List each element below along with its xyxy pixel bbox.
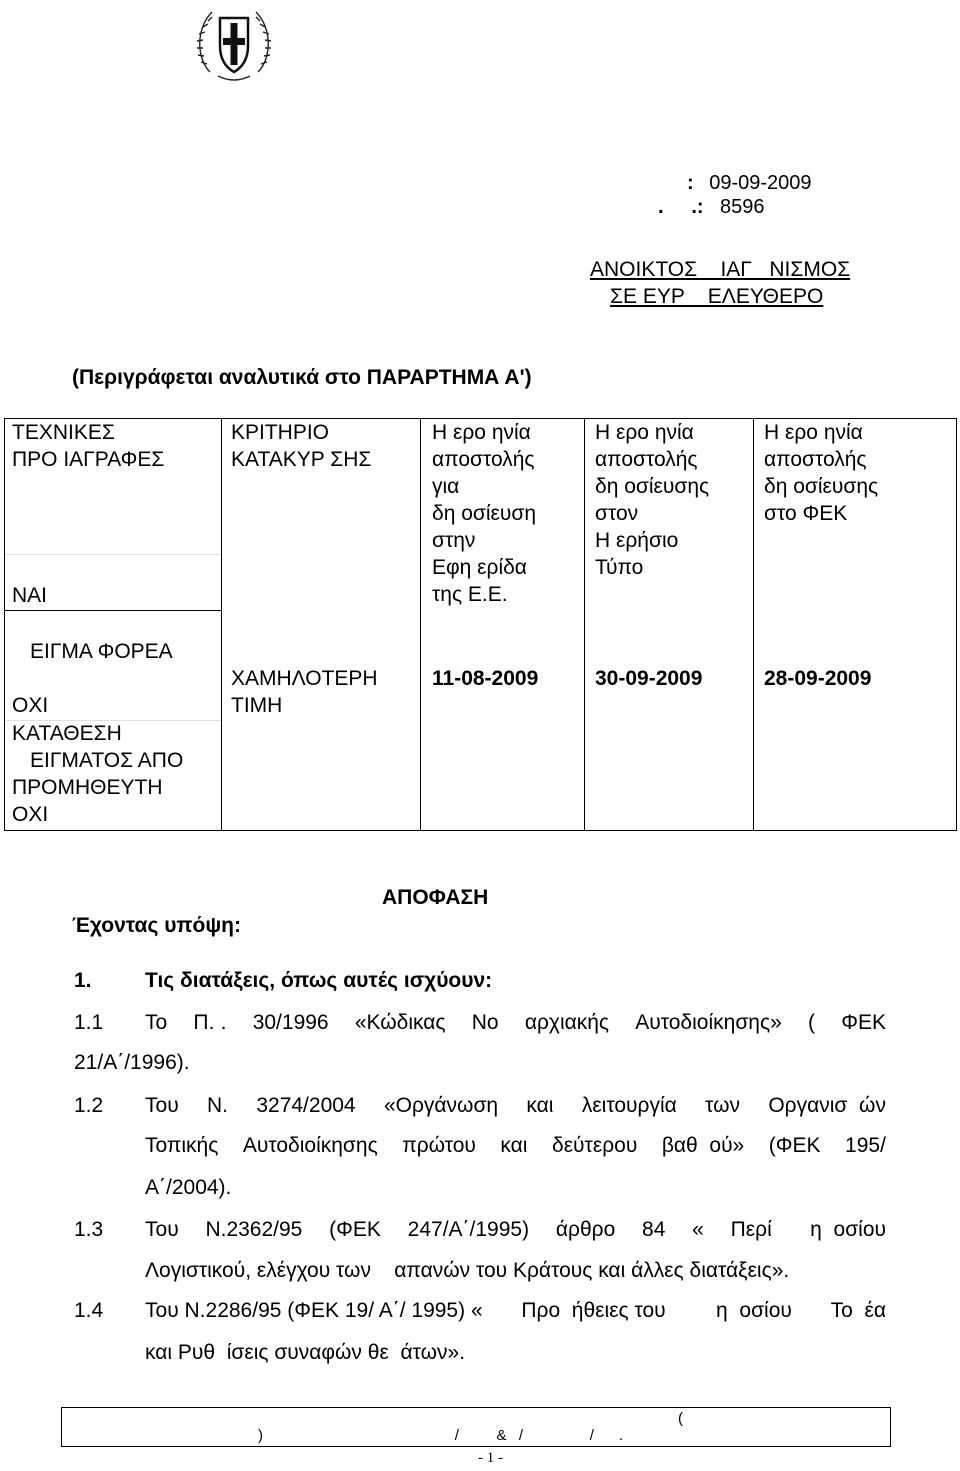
- word: (: [807, 1011, 815, 1034]
- item-1-1-line1: [145, 1011, 886, 1035]
- word: πρώτου: [402, 1134, 476, 1157]
- protocol-value: 8596: [720, 196, 765, 218]
- table-col-divider-4: [753, 418, 754, 831]
- word: Το έα: [830, 1299, 886, 1322]
- word: 30/1996: [252, 1011, 329, 1034]
- greek-coat-of-arms-icon: [192, 2, 276, 86]
- cell-line: Η ερήσιο: [595, 529, 679, 552]
- word: 195/: [845, 1134, 886, 1157]
- cell-line: αποστολής: [595, 448, 698, 471]
- cell-daily-press-date-header: [595, 419, 709, 581]
- decision-heading: ΑΠΟΦΑΣΗ: [382, 886, 489, 909]
- word: η οσίου: [798, 1218, 886, 1241]
- cell-line: ΤΙΜΗ: [231, 694, 283, 717]
- item-1-2-line2: [145, 1134, 886, 1158]
- cell-eu-journal-date: [432, 665, 538, 692]
- cell-line: ΤΕΧΝΙΚΕΣ: [12, 421, 115, 444]
- cell-line: Η ερο ηνία: [764, 421, 863, 444]
- cell-line: ΝΑΙ: [12, 584, 48, 607]
- word: .: [220, 1011, 227, 1034]
- decision-intro: Έχοντας υπόψη:: [72, 914, 241, 937]
- cell-line: ΚΡΙΤΗΡΙΟ: [231, 421, 330, 444]
- word: η οσίου: [704, 1299, 792, 1322]
- cell-line: Η ερο ηνία: [595, 421, 694, 444]
- item-1-3-line1: [145, 1218, 886, 1242]
- word: Του Ν.2286/95 (ΦΕΚ 19/ Α΄/ 1995) «: [145, 1299, 483, 1322]
- cell-daily-press-date: [595, 665, 702, 692]
- table-bottom-border: [220, 830, 957, 831]
- table-right-border: [956, 418, 957, 831]
- table-left-border: [4, 418, 5, 831]
- table-col-divider-1: [221, 418, 222, 831]
- cell-agency-sample: [30, 638, 173, 665]
- cell-line: αποστολής: [432, 448, 535, 471]
- cell-agency-sample-value: [12, 692, 48, 719]
- item-1-4-number: 1.4: [74, 1299, 104, 1322]
- table-col-divider-3: [584, 418, 585, 831]
- word: δεύτερου: [552, 1134, 638, 1157]
- cell-award-criterion-header: [231, 419, 371, 473]
- word: αρχιακής: [524, 1011, 610, 1034]
- cell-line: ΠΡΟ ΙΑΓΡΑΦΕΣ: [12, 448, 165, 471]
- cell-line: ΠΡΟΜΗΘΕΥΤΗ: [12, 776, 163, 799]
- cell-line: ΟΧΙ: [12, 694, 49, 717]
- cell-line: δη οσίευσης: [764, 475, 879, 498]
- footer-line1: (: [678, 1410, 683, 1427]
- word: Ν.: [207, 1094, 229, 1117]
- cell-line: ΧΑΜΗΛΟΤΕΡΗ: [231, 667, 378, 690]
- subtitle: (Περιγράφεται αναλυτικά στο ΠΑΡΑΡΤΗΜΑ Α'): [72, 366, 532, 389]
- cell-supplier-sample: [12, 720, 183, 828]
- cell-line: δη οσίευσης: [595, 475, 710, 498]
- cell-line: ΕΙΓΜΑΤΟΣ ΑΠΟ: [30, 749, 184, 772]
- item-1-3-line2: Λογιστικού, ελέγχου των απανών του Κράτους και άλλες διατάξεις».: [145, 1259, 790, 1282]
- protocol-line: [658, 196, 765, 219]
- cell-line: ΟΧΙ: [12, 803, 49, 826]
- word: Π.: [193, 1011, 215, 1034]
- date-line: [687, 172, 812, 195]
- word: ΦΕΚ: [841, 1011, 886, 1034]
- word: Αυτοδιοίκησης»: [635, 1011, 782, 1034]
- cell-eu-journal-date-header: [432, 419, 536, 608]
- cell-technical-specs-header: [12, 419, 164, 473]
- word: Νο: [471, 1011, 499, 1034]
- word: Του: [145, 1218, 179, 1241]
- cell-line: στην: [432, 529, 476, 552]
- cell-gazette-date: [764, 665, 871, 692]
- cell-line: ΚΑΤΑΚΥΡ ΣΗΣ: [231, 448, 372, 471]
- cell-line: ΚΑΤΑΘΕΣΗ: [12, 722, 122, 745]
- item-1-4-line1: [145, 1299, 886, 1323]
- cell-gazette-date-header: [764, 419, 878, 527]
- table-col1-subdivider: [4, 554, 222, 555]
- word: «Κώδικας: [354, 1011, 446, 1034]
- word: Το: [145, 1011, 168, 1034]
- word: Περί: [730, 1218, 772, 1241]
- cell-line: Εφη ερίδα: [432, 556, 527, 579]
- emblem: [192, 2, 276, 86]
- cell-line: Τύπο: [595, 556, 644, 579]
- word: Ν.2362/95: [205, 1218, 303, 1241]
- item-1-number: 1.: [74, 969, 92, 992]
- cell-line: 28-09-2009: [764, 667, 872, 690]
- cell-line: στο ΦΕΚ: [764, 502, 848, 525]
- word: λειτουργία: [581, 1094, 677, 1117]
- cell-line: της Ε.Ε.: [432, 583, 508, 606]
- word: Προ ήθειες του: [521, 1299, 666, 1322]
- cell-line: στον: [595, 502, 639, 525]
- cell-line: αποστολής: [764, 448, 867, 471]
- table-col1-bottom-border: [4, 830, 222, 831]
- tender-title-line1: ΑΝΟΙΚΤΟΣ ΙΑΓ ΝΙΣΜΟΣ: [590, 258, 851, 281]
- item-1-1-number: 1.1: [74, 1011, 104, 1034]
- word: και: [526, 1094, 554, 1117]
- cell-line: δη οσίευση: [432, 502, 536, 525]
- item-1-2-line1: [145, 1094, 886, 1118]
- word: (ΦΕΚ: [329, 1218, 381, 1241]
- word: 247/Α΄/1995): [407, 1218, 530, 1241]
- item-1-text: Τις διατάξεις, όπως αυτές ισχύουν:: [145, 969, 493, 992]
- word: (ΦΕΚ: [768, 1134, 821, 1157]
- word: 84: [642, 1218, 666, 1241]
- item-1-2-line3: Α΄/2004).: [145, 1176, 232, 1199]
- cell-lowest-price: [231, 665, 378, 719]
- page-number: - 1 -: [478, 1450, 503, 1466]
- footer-line2: ) / & / / .: [258, 1427, 624, 1444]
- table-col1-row-divider: [4, 610, 222, 611]
- date-value: 09-09-2009: [709, 172, 812, 194]
- word: «: [692, 1218, 704, 1241]
- word: Αυτοδιοίκησης: [242, 1134, 378, 1157]
- item-1-1-line2: 21/Α΄/1996).: [74, 1051, 190, 1074]
- cell-technical-specs-value: [12, 582, 47, 609]
- date-label: :: [687, 172, 694, 194]
- word: Τοπικής: [145, 1134, 219, 1157]
- cell-line: 30-09-2009: [595, 667, 703, 690]
- word: Οργανισ ών: [768, 1094, 886, 1117]
- cell-line: 11-08-2009: [432, 667, 539, 690]
- item-1-4-line2: και Ρυθ ίσεις συναφών θε άτων».: [145, 1341, 466, 1364]
- cell-line: για: [432, 475, 460, 498]
- tender-title-line2: ΣΕ ΕΥΡ ΕΛΕΥΘΕΡΟ: [610, 285, 824, 308]
- protocol-label: . .:: [658, 196, 704, 218]
- word: άρθρο: [555, 1218, 616, 1241]
- word: βαθ ού»: [661, 1134, 745, 1157]
- word: 3274/2004: [256, 1094, 356, 1117]
- word: των: [705, 1094, 740, 1117]
- item-1-3-number: 1.3: [74, 1218, 104, 1241]
- cell-line: Η ερο ηνία: [432, 421, 531, 444]
- table-col-divider-2: [420, 418, 421, 831]
- word: και: [500, 1134, 528, 1157]
- item-1-2-number: 1.2: [74, 1094, 104, 1117]
- cell-line: ΕΙΓΜΑ ΦΟΡΕΑ: [30, 640, 173, 663]
- word: Του: [145, 1094, 179, 1117]
- word: «Οργάνωση: [383, 1094, 499, 1117]
